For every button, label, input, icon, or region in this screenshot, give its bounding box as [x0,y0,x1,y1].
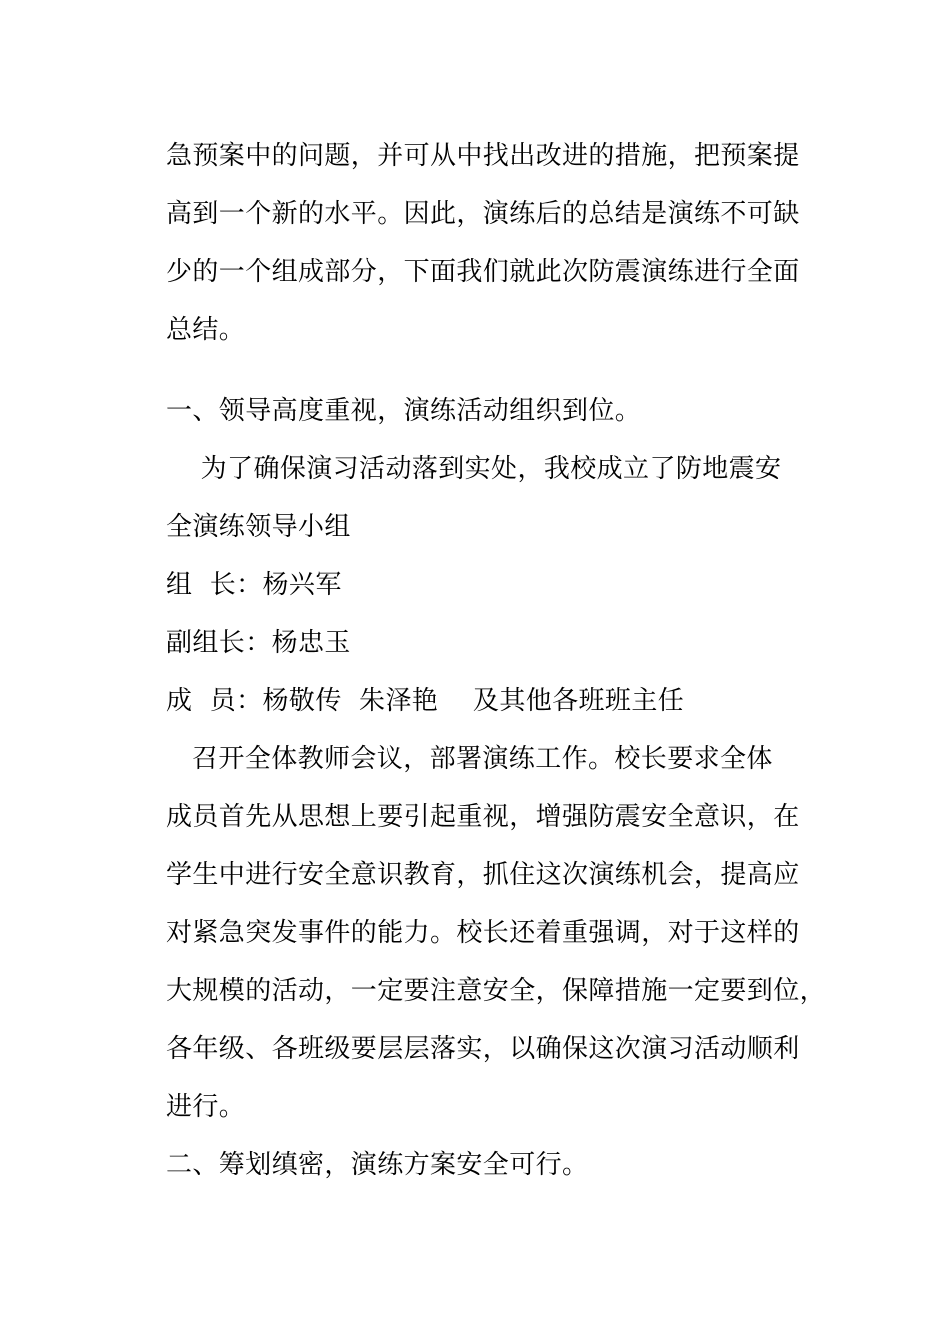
paragraph-line: 召开全体教师会议，部署演练工作。校长要求全体 [166,744,773,774]
paragraph-line: 全演练领导小组 [166,512,351,542]
members-line: 成 员：杨敬传 朱泽艳 及其他各班班主任 [166,686,685,716]
paragraph-line: 少的一个组成部分，下面我们就此次防震演练进行全面 [166,257,800,287]
paragraph-line: 为了确保演习活动落到实处，我校成立了防地震安 [166,454,782,484]
section-heading-2: 二、筹划缜密，演练方案安全可行。 [166,1150,589,1180]
paragraph-line: 高到一个新的水平。因此，演练后的总结是演练不可缺 [166,199,800,229]
section-heading-1: 一、领导高度重视，演练活动组织到位。 [166,396,642,426]
paragraph-line: 进行。 [166,1092,246,1122]
paragraph-line: 大规模的活动，一定要注意安全，保障措施一定要到位， [166,976,827,1006]
paragraph-line: 学生中进行安全意识教育，抓住这次演练机会，提高应 [166,860,800,890]
paragraph-line: 各年级、各班级要层层落实，以确保这次演习活动顺利 [166,1034,800,1064]
deputy-leader-line: 副组长：杨忠玉 [166,628,351,658]
paragraph-line: 总结。 [166,315,246,345]
leader-line: 组 长：杨兴军 [166,570,342,600]
paragraph-line: 对紧急突发事件的能力。校长还着重强调，对于这样的 [166,918,800,948]
paragraph-line: 急预案中的问题，并可从中找出改进的措施，把预案提 [166,141,800,171]
paragraph-line: 成员首先从思想上要引起重视，增强防震安全意识，在 [166,802,800,832]
